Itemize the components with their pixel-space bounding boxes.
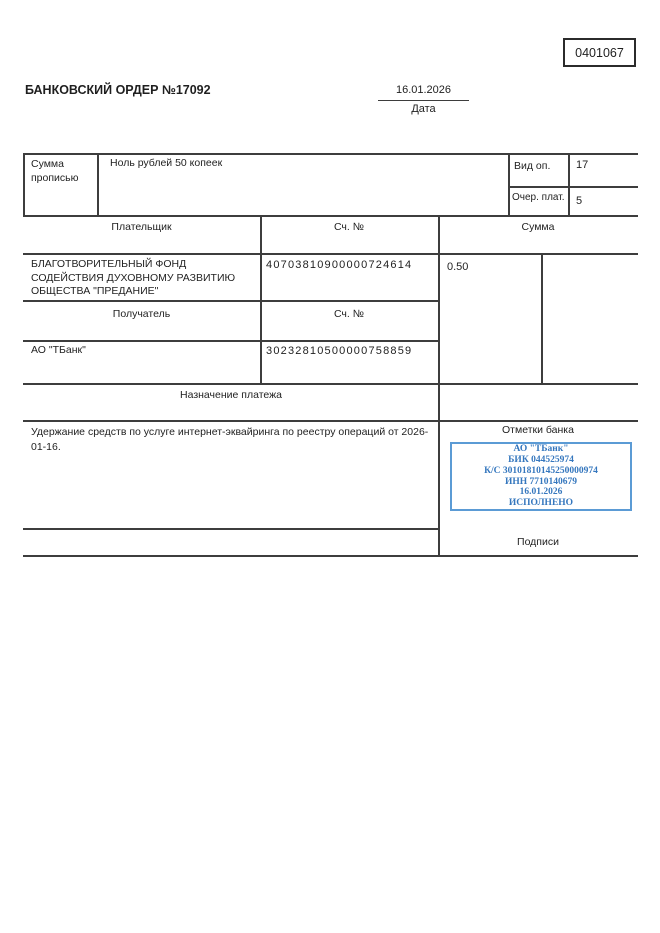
operation-type-value: 17 [576, 159, 589, 171]
grid-line [23, 420, 638, 422]
purpose-header: Назначение платежа [180, 389, 282, 401]
grid-line [23, 300, 439, 302]
grid-line [438, 215, 440, 555]
date-value: 16.01.2026 [378, 84, 469, 101]
operation-type-label: Вид оп. [514, 160, 551, 172]
grid-line [23, 153, 638, 155]
form-code-box [563, 38, 636, 67]
purpose-text: Удержание средств по услуге интернет-эквайринга по реестру операций от 2026-01-16. [31, 426, 429, 453]
date-label: Дата [411, 103, 436, 115]
bank-marks-header: Отметки банка [502, 424, 574, 436]
stamp-bik: БИК 044525974 [508, 455, 574, 466]
bank-stamp [450, 442, 632, 511]
grid-line [23, 383, 638, 385]
grid-line [23, 528, 439, 530]
date-block [378, 84, 469, 115]
stamp-date: 16.01.2026 [519, 487, 563, 498]
payer-account-header: Сч. № [333, 221, 365, 233]
amount-value: 0.50 [447, 261, 469, 273]
stamp-inn: ИНН 7710140679 [504, 476, 578, 487]
grid-line [260, 215, 262, 383]
page-title: БАНКОВСКИЙ ОРДЕР №17092 [25, 83, 211, 97]
grid-line [23, 153, 25, 215]
payee-name: АО "ТБанк" [31, 344, 86, 356]
grid-line [97, 153, 99, 215]
grid-line [23, 253, 638, 255]
grid-line [541, 253, 543, 383]
stamp-status: ИСПОЛНЕНО [508, 497, 574, 508]
amount-header: Сумма [521, 221, 555, 233]
payer-header: Плательщик [111, 221, 172, 233]
payee-account: 30232810500000758859 [266, 345, 413, 357]
grid-line [23, 215, 638, 217]
payee-header: Получатель [112, 308, 171, 320]
form-code: 0401067 [575, 45, 624, 60]
stamp-corr-account: К/С 30101810145250000974 [484, 465, 598, 476]
amount-in-words-label: Сумма прописью [31, 158, 79, 184]
grid-line [23, 555, 638, 557]
payment-priority-value: 5 [576, 195, 583, 207]
grid-line [23, 340, 439, 342]
stamp-bank-name: АО "ТБанк" [513, 444, 569, 455]
amount-in-words-value: Ноль рублей 50 копеек [110, 157, 223, 169]
grid-line [568, 153, 570, 215]
payer-account: 40703810900000724614 [266, 259, 413, 271]
payment-priority-label: Очер. плат. [512, 192, 565, 203]
payer-name: БЛАГОТВОРИТЕЛЬНЫЙ ФОНД СОДЕЙСТВИЯ ДУХОВНОМУ РАЗВИТИЮ ОБЩЕСТВА "ПРЕДАНИЕ" [31, 258, 236, 297]
grid-line [508, 153, 510, 215]
payee-account-header: Сч. № [333, 308, 365, 320]
signatures-label: Подписи [517, 536, 559, 548]
grid-line [508, 186, 638, 188]
